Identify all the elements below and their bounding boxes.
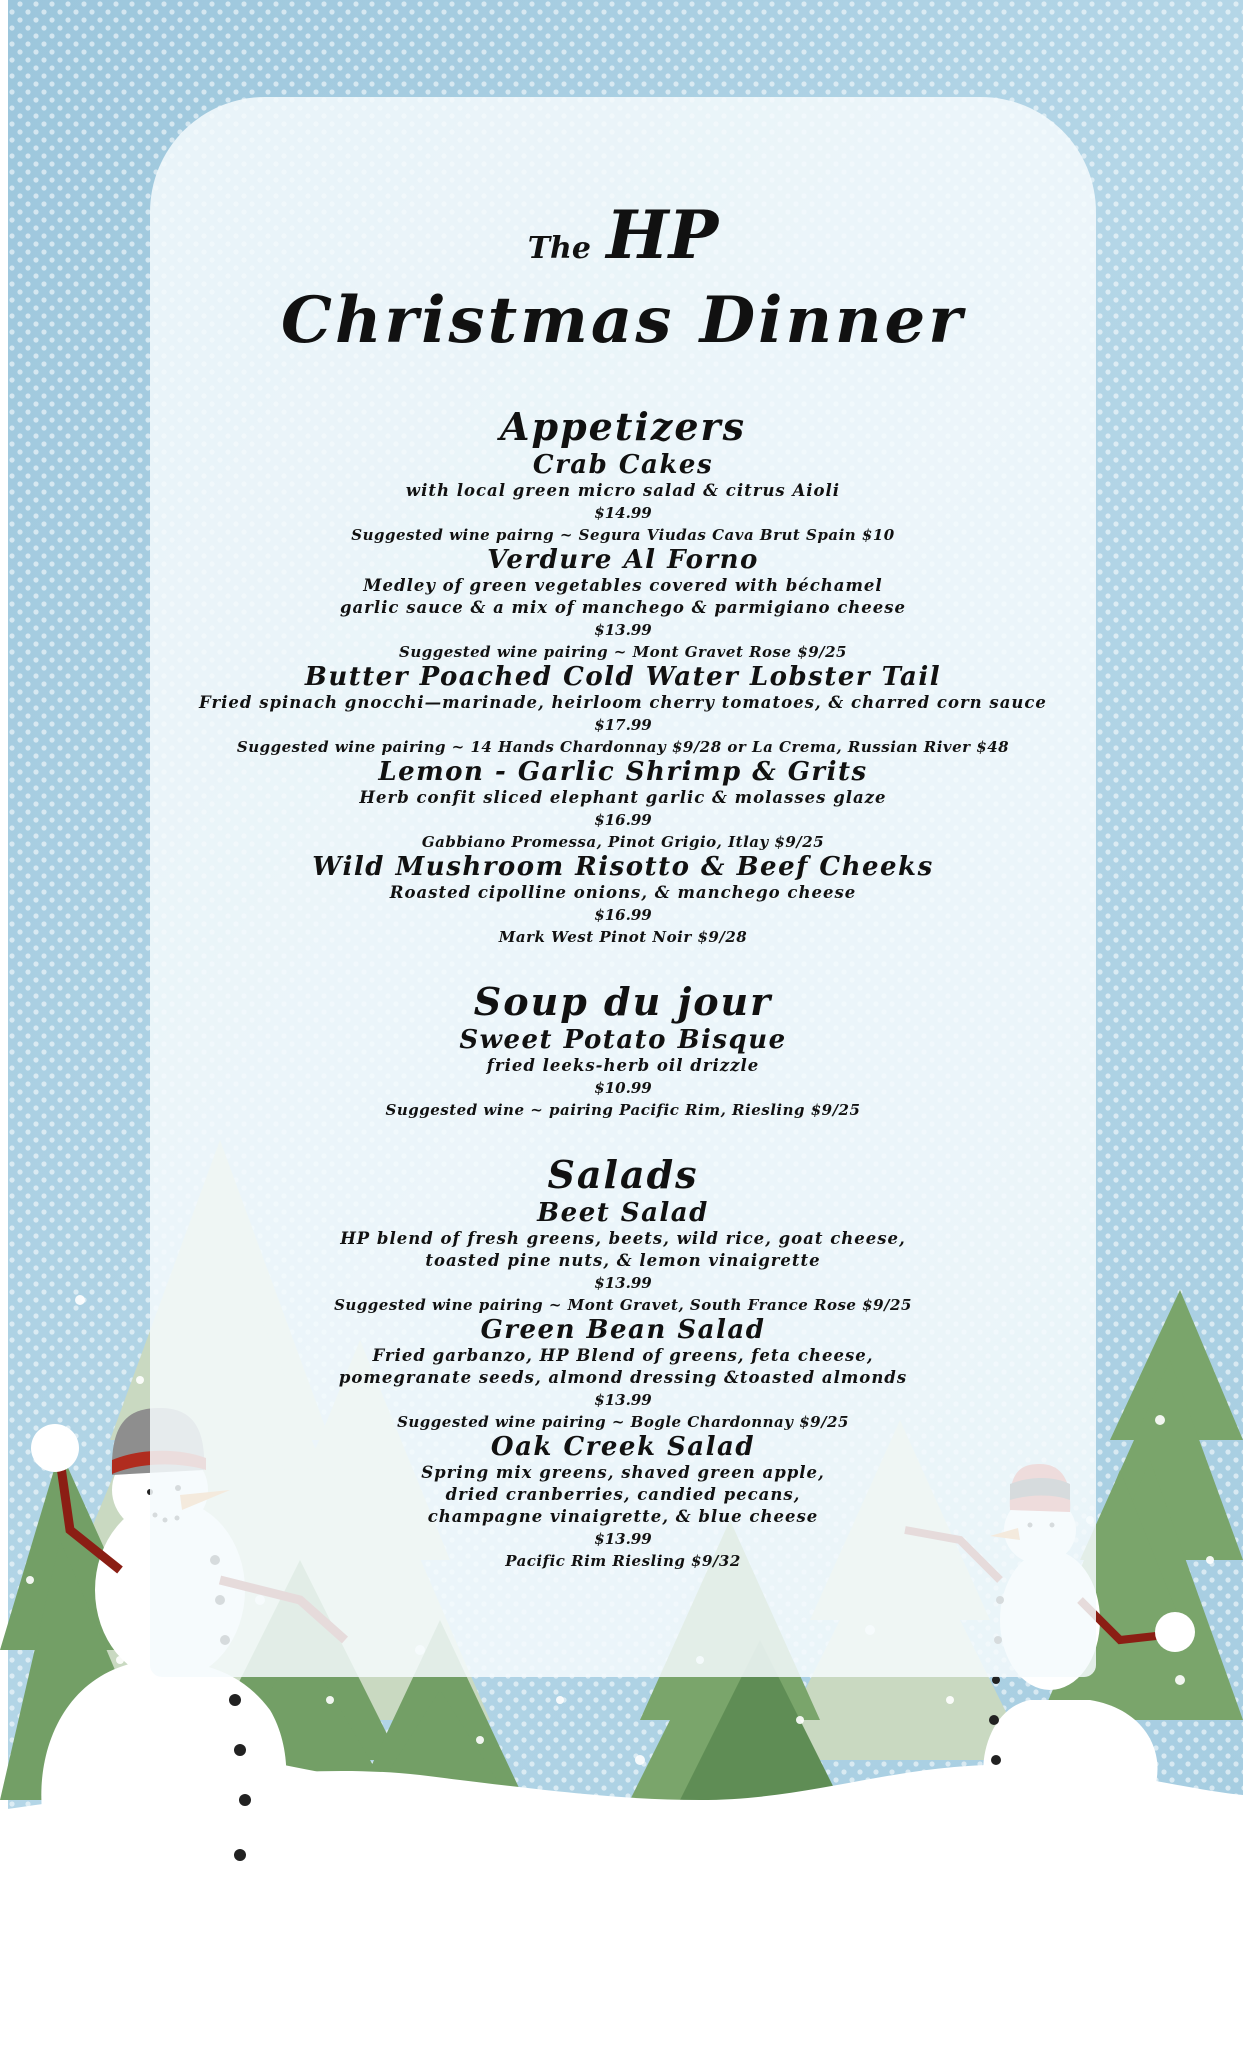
wine-pairing: Suggested wine pairing ~ Mont Gravet Rose $9/25 <box>399 643 847 661</box>
item-name: Oak Creek Salad <box>490 1432 756 1462</box>
wine-pairing: Suggested wine ~ pairing Pacific Rim, Riesling $9/25 <box>385 1101 861 1119</box>
item-description: Herb confit sliced elephant garlic & molasses glaze <box>359 788 887 807</box>
menu-item <box>150 1199 1096 1316</box>
item-description: HP blend of fresh greens, beets, wild rice, goat cheese, <box>340 1229 906 1248</box>
item-name: Wild Mushroom Risotto & Beef Cheeks <box>312 852 934 882</box>
wine-pairing: Pacific Rim Riesling $9/32 <box>505 1552 741 1570</box>
wine-pairing: Gabbiano Promessa, Pinot Grigio, Itlay $9/25 <box>421 833 825 851</box>
item-name: Butter Poached Cold Water Lobster Tail <box>304 662 942 692</box>
menu-item <box>150 1316 1096 1433</box>
section-title: Appetizers <box>500 404 746 449</box>
item-price: $13.99 <box>594 1274 652 1292</box>
item-description: toasted pine nuts, & lemon vinaigrette <box>425 1251 821 1270</box>
menu-sections <box>150 403 1096 1572</box>
section-title: Soup du jour <box>473 979 773 1024</box>
item-price: $17.99 <box>594 716 652 734</box>
menu-content <box>150 196 1096 1572</box>
item-price: $10.99 <box>594 1079 652 1097</box>
section-spacer <box>150 1121 1096 1151</box>
wine-pairing: Mark West Pinot Noir $9/28 <box>498 928 748 946</box>
item-price: $13.99 <box>594 1530 652 1548</box>
wine-pairing: Suggested wine pairing ~ 14 Hands Chardonnay $9/28 or La Crema, Russian River $48 <box>236 738 1010 756</box>
menu-item <box>150 1026 1096 1121</box>
item-name: Crab Cakes <box>532 450 714 480</box>
item-name: Green Bean Salad <box>480 1315 766 1345</box>
section-title: Salads <box>547 1152 699 1197</box>
item-name: Lemon - Garlic Shrimp & Grits <box>378 757 868 787</box>
item-price: $16.99 <box>594 906 652 924</box>
item-description: Fried spinach gnocchi—marinade, heirloom cherry tomatoes, & charred corn sauce <box>199 693 1047 712</box>
menu-item <box>150 663 1096 758</box>
title-the: The <box>527 231 591 266</box>
menu-item <box>150 546 1096 663</box>
title-hp: HP <box>606 196 719 274</box>
item-name: Verdure Al Forno <box>487 545 759 575</box>
wine-pairing: Suggested wine pairing ~ Mont Gravet, South France Rose $9/25 <box>334 1296 912 1314</box>
menu-section <box>150 948 1096 1121</box>
menu-item <box>150 451 1096 546</box>
item-price: $13.99 <box>594 1391 652 1409</box>
item-description: fried leeks-herb oil drizzle <box>486 1056 760 1075</box>
item-description: Fried garbanzo, HP Blend of greens, feta cheese, <box>372 1346 874 1365</box>
menu-title: Christmas Dinner <box>281 283 965 358</box>
item-description: pomegranate seeds, almond dressing &toasted almonds <box>338 1368 908 1387</box>
item-description: Roasted cipolline onions, & manchego cheese <box>389 883 857 902</box>
item-description: champagne vinaigrette, & blue cheese <box>427 1507 819 1526</box>
wine-pairing: Suggested wine pairng ~ Segura Viudas Cava Brut Spain $10 <box>351 526 895 544</box>
item-description: Spring mix greens, shaved green apple, <box>421 1463 825 1482</box>
menu-section <box>150 1121 1096 1572</box>
item-price: $14.99 <box>594 504 652 522</box>
item-description: garlic sauce & a mix of manchego & parmigiano cheese <box>339 598 907 617</box>
menu-section <box>150 403 1096 948</box>
wine-pairing: Suggested wine pairing ~ Bogle Chardonnay $9/25 <box>397 1413 849 1431</box>
item-price: $13.99 <box>594 621 652 639</box>
menu-item <box>150 1433 1096 1572</box>
menu-title-line1 <box>150 196 1096 279</box>
item-description: with local green micro salad & citrus Aioli <box>405 481 841 500</box>
menu-item <box>150 758 1096 853</box>
item-price: $16.99 <box>594 811 652 829</box>
item-name: Beet Salad <box>537 1198 709 1228</box>
item-name: Sweet Potato Bisque <box>459 1025 787 1055</box>
section-spacer <box>150 948 1096 978</box>
item-description: dried cranberries, candied pecans, <box>445 1485 801 1504</box>
item-description: Medley of green vegetables covered with béchamel <box>363 576 883 595</box>
menu-item <box>150 853 1096 948</box>
